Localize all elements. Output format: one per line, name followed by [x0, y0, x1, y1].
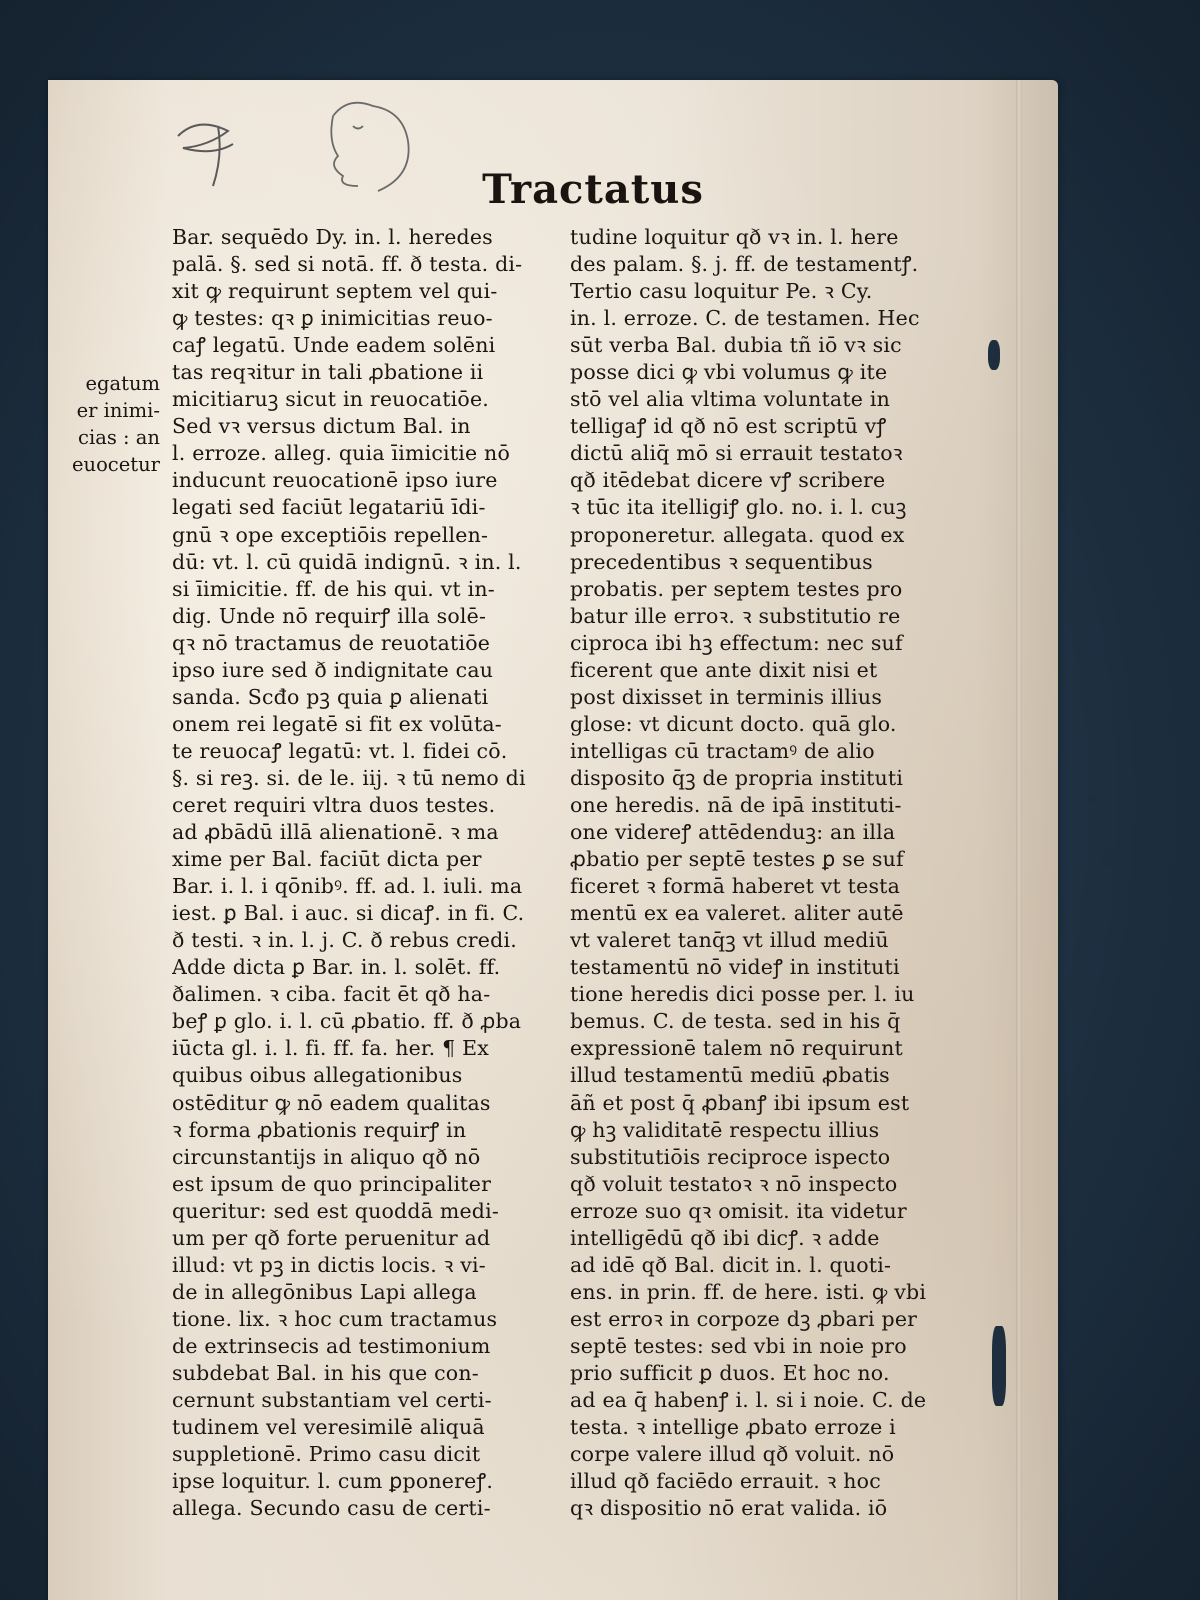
text-line: dictū aliq̄ mō si errauit testatoꝛ	[570, 441, 903, 466]
text-line: Tertio casu loquitur Pe. ꝛ Cy.	[570, 279, 873, 304]
text-line: beꝭ ꝑ glo. i. l. cū ꝓbatio. ff. ð ꝓba	[172, 1009, 522, 1034]
text-line: one videreꝭ attēdenduꝫ: an illa	[570, 820, 896, 845]
text-line: in. l. erroze. C. de testamen. Hec	[570, 306, 920, 331]
text-line: sūt verba Bal. dubia tñ iō vꝛ sic	[570, 333, 902, 358]
text-line: de in allegōnibus Lapi allega	[172, 1279, 477, 1304]
text-line: illud qð faciēdo errauit. ꝛ hoc	[570, 1469, 881, 1494]
text-line: §. si reꝫ. si. de le. iij. ꝛ tū nemo di	[172, 765, 526, 790]
text-line: dig. Unde nō requirꝭ illa solē-	[172, 603, 487, 628]
text-line: onem rei legatē si fit ex volūta-	[172, 711, 502, 736]
text-line: stō vel alia vltima voluntate in	[570, 387, 890, 412]
text-line: inducunt reuocationē ipso iure	[172, 468, 498, 493]
text-line: Adde dicta ꝑ Bar. in. l. solēt. ff.	[172, 955, 501, 980]
page-title: Tractatus	[482, 166, 704, 213]
text-line: circunstantijs in aliquo qð nō	[172, 1144, 481, 1169]
text-line: queritur: sed est quoddā medi-	[172, 1198, 500, 1223]
text-line: āñ et post q̄ ꝓbanꝭ ibi ipsum est	[570, 1090, 910, 1115]
text-line: illud: vt pꝫ in dictis locis. ꝛ vi-	[172, 1252, 486, 1277]
text-line: glose: vt dicunt docto. quā glo.	[570, 711, 897, 736]
text-line: one heredis. nā de ipā instituti-	[570, 792, 902, 817]
text-line: ad ꝓbādū illā alienationē. ꝛ ma	[172, 820, 499, 845]
text-line: qð voluit testatoꝛ ꝛ nō inspecto	[570, 1171, 898, 1196]
text-line: sanda. Scđo pꝫ quia ꝑ alienati	[172, 684, 489, 709]
text-line: um per qð forte peruenitur ad	[172, 1225, 491, 1250]
text-line: est erroꝛ in corpoze dꝫ ꝓbari per	[570, 1306, 918, 1331]
text-line: caꝭ legatū. Unde eadem solēni	[172, 333, 496, 358]
text-line: ficerent que ante dixit nisi et	[570, 657, 878, 682]
text-line: bemus. C. de testa. sed in his q̄	[570, 1009, 901, 1034]
text-line: tudine loquitur qð vꝛ in. l. here	[570, 225, 899, 249]
text-line: ceret requiri vltra duos testes.	[172, 792, 496, 817]
text-line: te reuocaꝭ legatū: vt. l. fidei cō.	[172, 738, 508, 763]
text-line: qð itēdebat dicere vꝭ scribere	[570, 468, 886, 493]
text-line: l. erroze. alleg. quia īimicitie nō	[172, 441, 511, 466]
text-line: ostēditur ꝙ nō eadem qualitas	[172, 1090, 491, 1115]
text-line: precedentibus ꝛ sequentibus	[570, 549, 873, 574]
text-line: iūcta gl. i. l. fi. ff. fa. her. ¶ Ex	[172, 1036, 490, 1061]
margin-note-line: er inimi-	[76, 399, 160, 423]
text-line: cernunt substantiam vel certi-	[172, 1388, 492, 1413]
text-line: qꝛ nō tractamus de reuotatiōe	[172, 630, 491, 655]
left-column	[172, 224, 624, 1522]
page-fold	[1016, 80, 1022, 1600]
text-line: micitiaruꝫ sicut in reuocatiōe.	[172, 387, 489, 412]
text-line: ꝙ testes: qꝛ ꝑ inimicitias reuo-	[172, 306, 493, 331]
text-line: ðalimen. ꝛ ciba. facit ēt qð ha-	[172, 982, 491, 1007]
text-line: proponeretur. allegata. quod ex	[570, 522, 905, 547]
text-line: iest. ꝑ Bal. i auc. si dicaꝭ. in fi. C.	[172, 901, 525, 926]
wormhole	[992, 1326, 1006, 1406]
text-line: batur ille erroꝛ. ꝛ substitutio re	[570, 603, 901, 628]
text-line: probatis. per septem testes pro	[570, 576, 903, 601]
text-line: legati sed faciūt legatariū īdi-	[172, 495, 486, 520]
text-line: Bar. i. l. i qōnibꝰ. ff. ad. l. iuli. ma	[172, 874, 523, 899]
text-line: ciproca ibi hꝫ effectum: nec suf	[570, 630, 903, 655]
text-line: si īimicitie. ff. de his qui. vt in-	[172, 576, 495, 601]
text-line: telligaꝭ id qð nō est scriptū vꝭ	[570, 414, 887, 439]
pencil-doodle	[158, 86, 418, 206]
text-line: xit ꝙ requirunt septem vel qui-	[172, 279, 498, 304]
text-line: ipso iure sed ð indignitate cau	[172, 657, 494, 682]
margin-note-line: cias : an	[78, 426, 160, 450]
text-line: prio sufficit ꝑ duos. Et hoc no.	[570, 1360, 890, 1385]
text-line: testa. ꝛ intellige ꝓbato erroze i	[570, 1415, 896, 1440]
text-line: tione. lix. ꝛ hoc cum tractamus	[172, 1306, 498, 1331]
text-line: tudinem vel veresimilē aliquā	[172, 1415, 485, 1440]
text-line: disposito q̄ꝫ de propria instituti	[570, 765, 904, 790]
wormhole	[988, 340, 1000, 370]
text-line: intelligēdū qð ibi dicꝭ. ꝛ adde	[570, 1225, 880, 1250]
text-line: allega. Secundo casu de certi-	[172, 1496, 491, 1521]
text-line: post dixisset in terminis illius	[570, 684, 883, 709]
text-line: est ipsum de quo principaliter	[172, 1171, 492, 1196]
text-line: ipse loquitur. l. cum ꝑponereꝭ.	[172, 1469, 494, 1494]
right-column	[570, 224, 1010, 1522]
margin-note-line: euocetur	[71, 453, 160, 477]
text-line: ens. in prin. ff. de here. isti. ꝙ vbi	[570, 1279, 927, 1304]
text-line: palā. §. sed si notā. ff. ð testa. di-	[172, 252, 523, 277]
text-line: mentū ex ea valeret. aliter autē	[570, 901, 904, 926]
text-line: qꝛ dispositio nō erat valida. iō	[570, 1496, 888, 1521]
text-line: ꝛ forma ꝓbationis requirꝭ in	[172, 1117, 467, 1142]
text-line: dū: vt. l. cū quidā indignū. ꝛ in. l.	[172, 549, 522, 574]
text-line: tas reqꝛitur in tali ꝓbatione ii	[172, 360, 484, 385]
text-line: Sed vꝛ versus dictum Bal. in	[172, 414, 471, 439]
wormhole	[1088, 794, 1098, 804]
margin-note-line: egatum	[85, 372, 160, 395]
text-line: testamentū nō videꝭ in instituti	[570, 955, 900, 980]
text-line: corpe valere illud qð voluit. nō	[570, 1442, 895, 1467]
text-line: subdebat Bal. in his que con-	[172, 1360, 479, 1385]
text-line: vt valeret tanq̄ꝫ vt illud mediū	[570, 928, 889, 953]
text-line: ficeret ꝛ formā haberet vt testa	[570, 874, 901, 899]
text-line: suppletionē. Primo casu dicit	[172, 1442, 481, 1467]
text-line: quibus oibus allegationibus	[172, 1063, 463, 1088]
text-line: Bar. sequēdo Dy. in. l. heredes	[172, 225, 493, 249]
text-line: intelligas cū tractamꝰ de alio	[570, 738, 875, 763]
text-line: de extrinsecis ad testimonium	[172, 1333, 491, 1358]
text-line: ꝛ tūc ita itelligiꝭ glo. no. i. l. cuꝫ	[570, 495, 907, 520]
text-line: erroze suo qꝛ omisit. ita videtur	[570, 1198, 907, 1223]
text-line: ꝙ hꝫ validitatē respectu illius	[570, 1117, 880, 1142]
text-line: ꝓbatio per septē testes ꝑ se suf	[570, 847, 904, 872]
margin-note	[48, 370, 160, 478]
text-line: septē testes: sed vbi in noie pro	[570, 1333, 907, 1358]
text-line: gnū ꝛ ope exceptiōis repellen-	[172, 522, 489, 547]
wormhole	[1100, 848, 1118, 866]
text-line: ad ea q̄ habenꝭ i. l. si i noie. C. de	[570, 1388, 927, 1413]
text-line: illud testamentū mediū ꝓbatis	[570, 1063, 890, 1088]
text-line: tione heredis dici posse per. l. iu	[570, 982, 915, 1007]
text-line: ad idē qð Bal. dicit in. l. quoti-	[570, 1252, 892, 1277]
text-line: expressionē talem nō requirunt	[570, 1036, 903, 1061]
page-leaf	[48, 80, 1058, 1600]
text-line: xime per Bal. faciūt dicta per	[172, 847, 482, 872]
text-line: des palam. §. j. ff. de testamentꝭ.	[570, 252, 919, 277]
text-line: ð testi. ꝛ in. l. j. C. ð rebus credi.	[172, 928, 517, 953]
text-line: posse dici ꝙ vbi volumus ꝙ ite	[570, 360, 888, 385]
text-line: substitutiōis reciproce ispecto	[570, 1144, 891, 1169]
